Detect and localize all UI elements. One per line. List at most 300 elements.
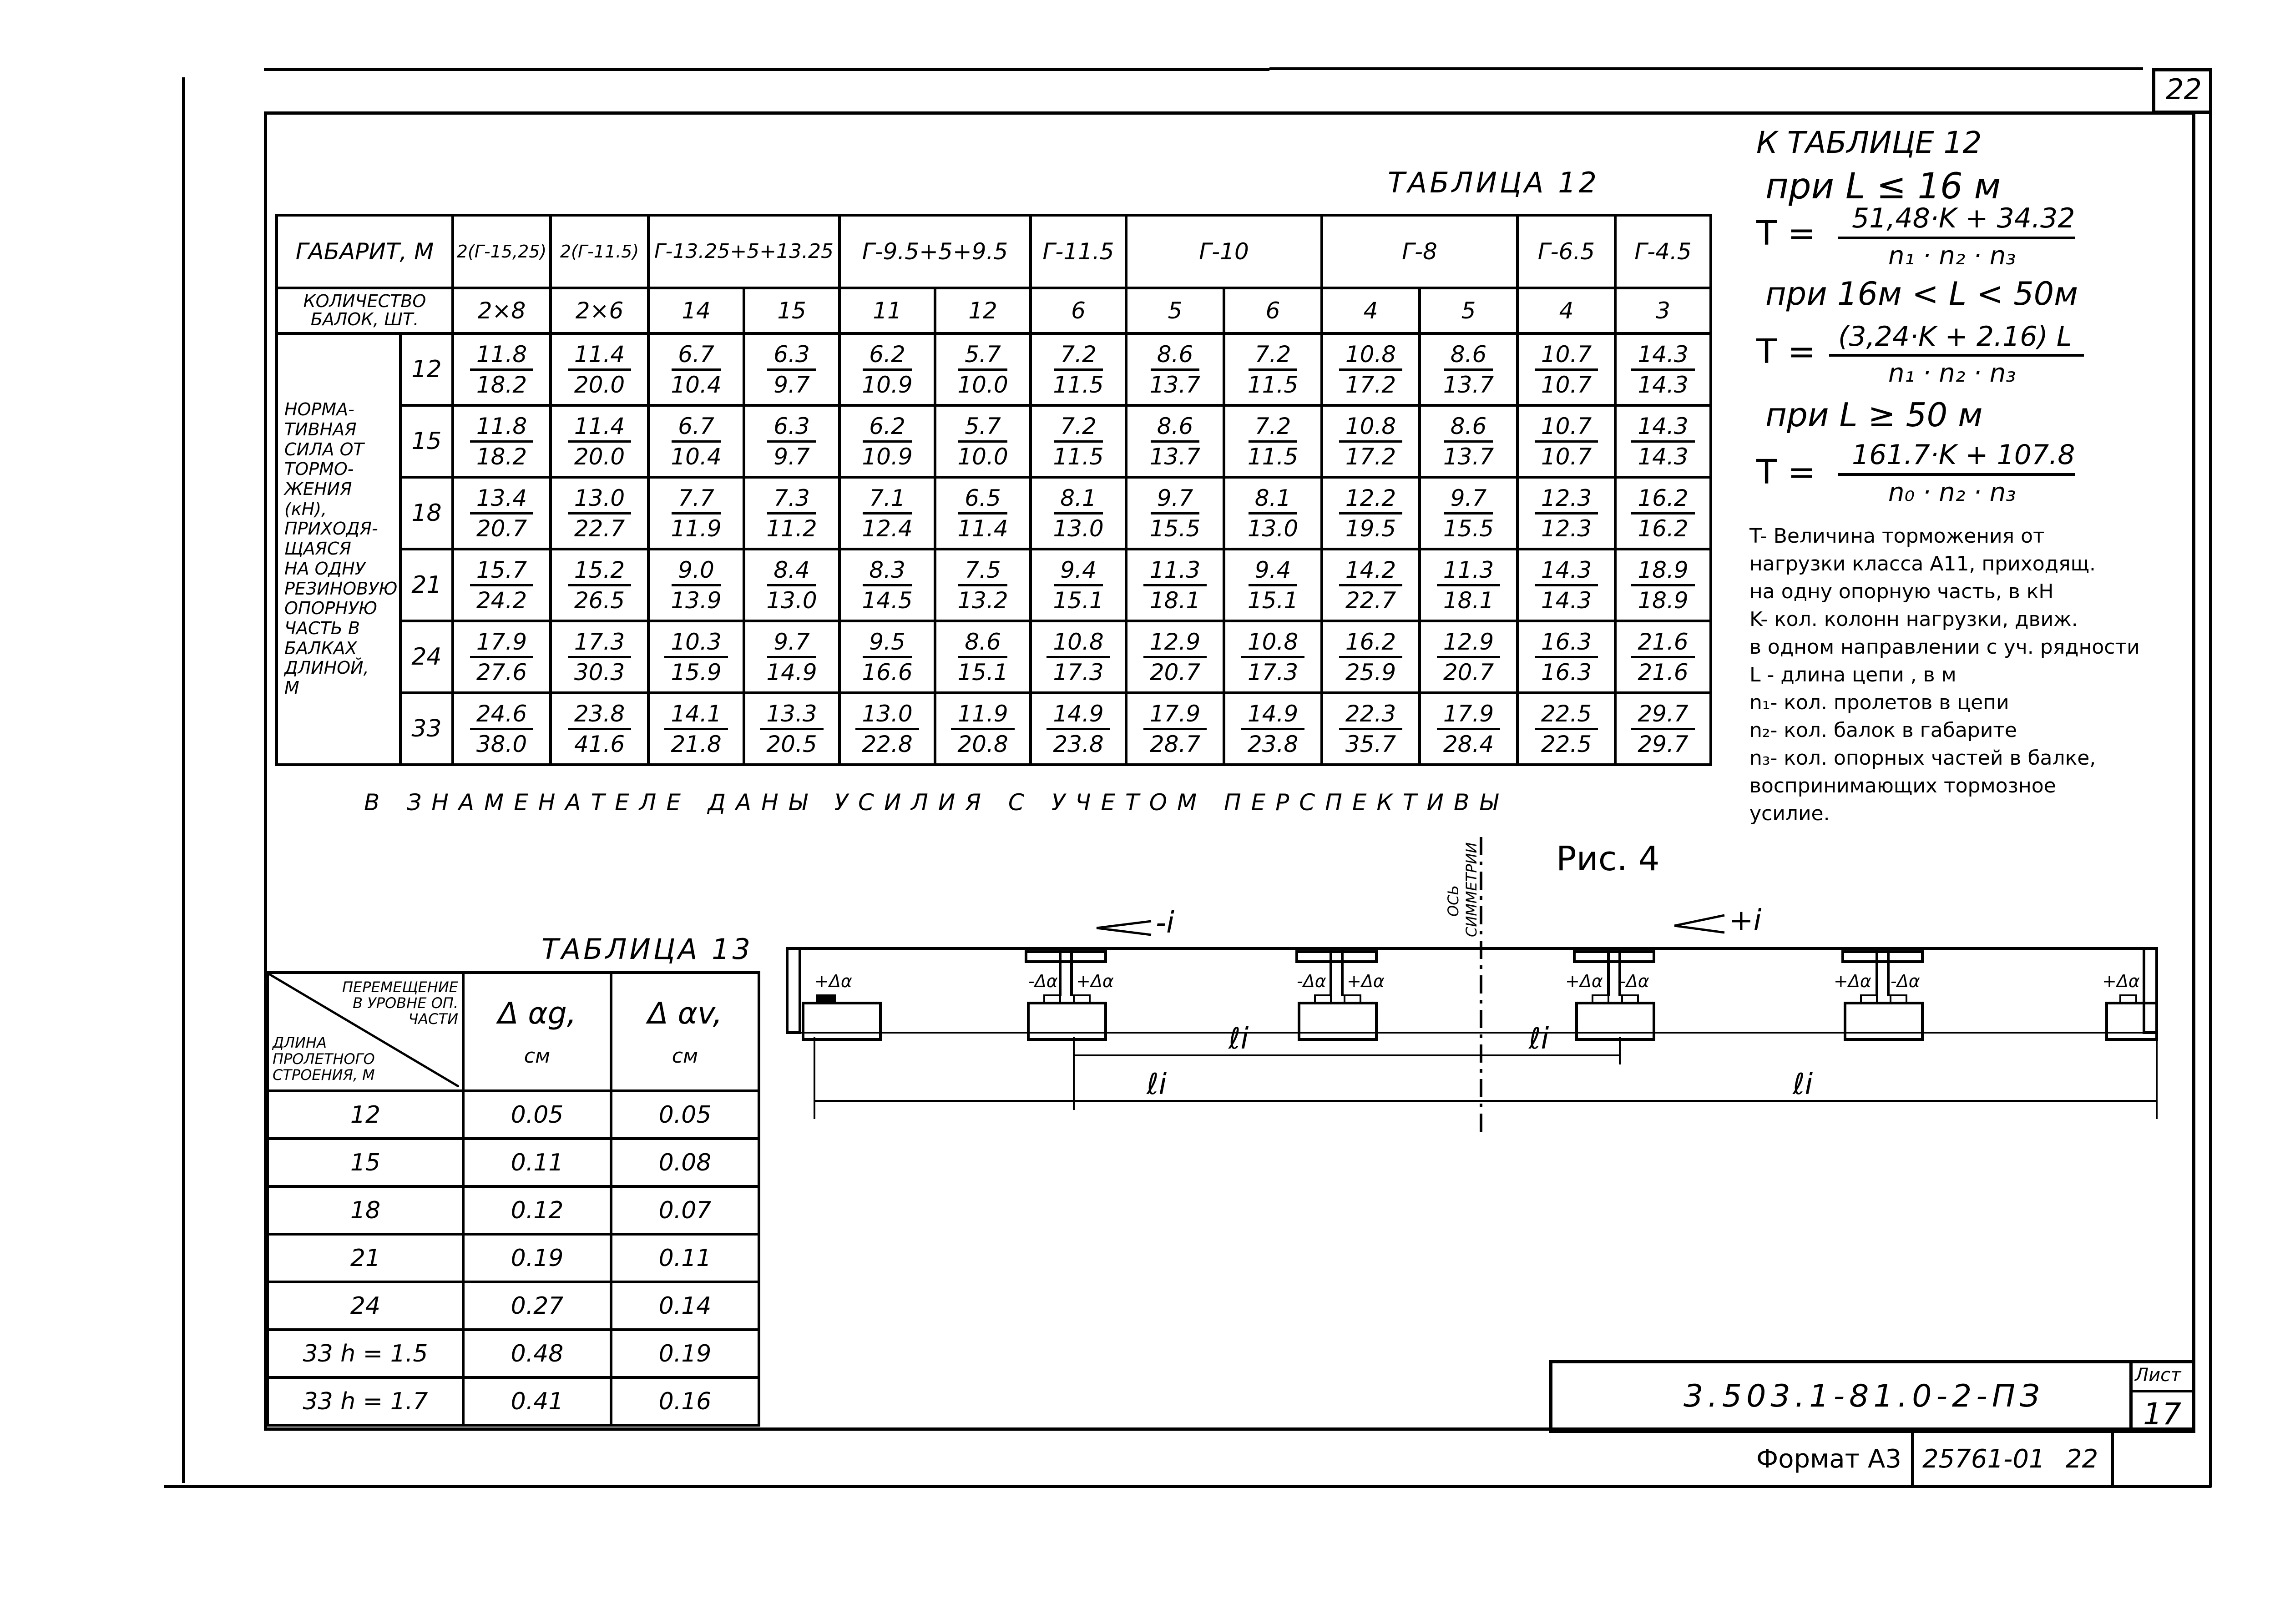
force-row (277, 333, 1711, 405)
force-row (277, 405, 1711, 477)
force-value-prospective: 25.9 (1345, 659, 1396, 686)
table13-row (268, 1186, 759, 1234)
force-value-prospective: 17.2 (1345, 371, 1396, 398)
delta-label-plus: +Δα (814, 971, 852, 991)
force-cell (453, 549, 551, 621)
side-label-line: НОРМА- (284, 399, 354, 420)
force-cell (1615, 549, 1711, 621)
displacement-cell: 0.08 (611, 1139, 759, 1186)
force-value: 16.2 (1631, 487, 1694, 514)
gabarit-cell: Г-8 (1322, 215, 1517, 288)
table13-row (268, 1282, 759, 1330)
force-value-prospective: 13.7 (1149, 443, 1201, 470)
force-value-prospective: 18.1 (1443, 587, 1494, 614)
force-value-prospective: 30.3 (574, 659, 625, 686)
force-value-prospective: 12.4 (862, 515, 913, 542)
table13-row (268, 1091, 759, 1139)
force-value-prospective: 16.3 (1541, 659, 1592, 686)
force-value-prospective: 18.2 (476, 371, 527, 398)
table12-caption: ТАБЛИЦА 12 (1388, 166, 1599, 199)
gabarit-cell: 2(Г-11.5) (551, 215, 648, 288)
force-value: 6.3 (767, 415, 816, 443)
force-value-prospective: 9.7 (774, 371, 810, 398)
force-value: 8.6 (1151, 343, 1200, 371)
beams-cell: 5 (1420, 288, 1517, 333)
beams-cell: 11 (839, 288, 935, 333)
force-cell (1517, 549, 1615, 621)
force-cell (1420, 477, 1517, 549)
force-value: 9.4 (1054, 559, 1103, 586)
force-value: 7.5 (958, 559, 1007, 586)
formula-3-numerator: 161.7·K + 107.8 (1852, 439, 2075, 471)
beams-cell: 2×6 (551, 288, 648, 333)
force-value-prospective: 14.3 (1638, 371, 1689, 398)
force-cell (1322, 405, 1420, 477)
table13-row (268, 1377, 759, 1425)
force-value: 14.9 (1241, 702, 1304, 730)
side-label-line: НА ОДНУ (284, 558, 365, 579)
delta-label-minus: -Δα (1297, 971, 1326, 991)
force-value: 17.9 (470, 630, 533, 658)
force-cell (1615, 477, 1711, 549)
force-value-prospective: 15.1 (957, 659, 1008, 686)
legend-line: n₁- кол. пролетов в цепи (1749, 691, 2009, 714)
side-label-line: М (284, 677, 299, 698)
force-value: 10.8 (1339, 415, 1402, 443)
end-wall-left (787, 948, 800, 1033)
force-cell (648, 549, 744, 621)
force-value-prospective: 26.5 (574, 587, 625, 614)
force-value-prospective: 20.7 (1149, 659, 1201, 686)
force-value-prospective: 10.0 (957, 443, 1008, 470)
bearing-blocks (817, 995, 2136, 1004)
span-length-cell: 21 (268, 1234, 463, 1282)
side-label-line: БАЛКАХ (284, 638, 357, 658)
force-cell (453, 405, 551, 477)
force-cell (648, 405, 744, 477)
force-value-prospective: 19.5 (1345, 515, 1396, 542)
force-value: 11.4 (568, 415, 631, 443)
force-cell (935, 333, 1031, 405)
force-cell (1615, 333, 1711, 405)
side-label-line: (кН), (284, 499, 327, 519)
force-value-prospective: 10.9 (862, 443, 913, 470)
force-value: 12.9 (1143, 630, 1207, 658)
force-value-prospective: 11.5 (1053, 443, 1104, 470)
table13-row (268, 1330, 759, 1377)
force-value-prospective: 21.6 (1638, 659, 1689, 686)
force-value-prospective: 20.0 (574, 371, 625, 398)
legend-line: на одну опорную часть, в кН (1749, 580, 2054, 603)
span-label: ℓi (1793, 1068, 1813, 1101)
condition-3: при L ≥ 50 м (1765, 396, 1983, 434)
force-cell (1322, 333, 1420, 405)
force-cell (935, 693, 1031, 765)
formula-2-numerator: (3,24·K + 2.16) L (1838, 321, 2072, 353)
force-value-prospective: 29.7 (1638, 731, 1689, 757)
force-cell (744, 549, 839, 621)
force-value: 11.4 (568, 343, 631, 371)
force-cell (1224, 333, 1322, 405)
gabarit-cell: Г-4.5 (1615, 215, 1711, 288)
legend-line: T- Величина торможения от (1749, 525, 2045, 548)
force-value: 6.3 (767, 343, 816, 371)
displacement-cell: 0.14 (611, 1282, 759, 1330)
force-value-prospective: 21.8 (671, 731, 722, 757)
archive-page: 22 (2066, 1444, 2098, 1474)
force-row (277, 477, 1711, 549)
force-value: 7.2 (1249, 415, 1298, 443)
span-length-cell: 18 (400, 477, 453, 549)
force-cell (551, 333, 648, 405)
dimension-lines (814, 1037, 2157, 1119)
force-value: 9.7 (767, 630, 816, 658)
force-value: 7.1 (863, 487, 912, 514)
force-value-prospective: 15.1 (1053, 587, 1104, 614)
force-value: 9.7 (1151, 487, 1200, 514)
span-length-cell: 24 (400, 621, 453, 693)
force-value-prospective: 17.3 (1247, 659, 1299, 686)
delta-label-plus: +Δα (1565, 971, 1603, 991)
delta-label-plus: +Δα (1834, 971, 1871, 991)
legend-line: в одном направлении с уч. рядности (1749, 635, 2140, 659)
force-value-prospective: 14.9 (766, 659, 817, 686)
beams-cell: 14 (648, 288, 744, 333)
force-cell (1420, 693, 1517, 765)
force-cell (551, 477, 648, 549)
force-value: 7.7 (672, 487, 721, 514)
legend-line: усилие. (1749, 802, 1830, 825)
gabarit-row (277, 215, 1711, 288)
force-cell (1615, 693, 1711, 765)
force-value-prospective: 22.5 (1541, 731, 1592, 757)
beams-cell: 2×8 (453, 288, 551, 333)
force-value-prospective: 22.8 (862, 731, 913, 757)
force-value: 7.2 (1249, 343, 1298, 371)
delta-label-plus: +Δα (1347, 971, 1385, 991)
force-value: 8.6 (1151, 415, 1200, 443)
axis-label: СИММЕТРИИ (1463, 842, 1480, 937)
force-value: 11.3 (1437, 559, 1500, 586)
displacement-cell: 0.05 (463, 1091, 611, 1139)
force-value-prospective: 24.2 (476, 587, 527, 614)
force-value: 12.9 (1437, 630, 1500, 658)
force-value: 15.7 (470, 559, 533, 586)
gabarit-cell: 2(Г-15,25) (453, 215, 551, 288)
force-value-prospective: 13.2 (957, 587, 1008, 614)
force-value-prospective: 10.9 (862, 371, 913, 398)
force-value-prospective: 22.7 (574, 515, 625, 542)
force-value: 8.3 (863, 559, 912, 586)
force-value-prospective: 10.7 (1541, 371, 1592, 398)
force-cell (551, 549, 648, 621)
force-value: 22.5 (1535, 702, 1598, 730)
table13-body (268, 1091, 759, 1425)
support-pad (1845, 1003, 1922, 1039)
force-value-prospective: 20.8 (957, 731, 1008, 757)
side-label-line: ЧАСТЬ В (284, 618, 360, 638)
format-label: Формат А3 (1756, 1444, 1901, 1474)
beams-cell: 6 (1031, 288, 1126, 333)
force-value: 9.7 (1444, 487, 1493, 514)
force-cell (839, 549, 935, 621)
force-value-prospective: 13.0 (766, 587, 817, 614)
force-cell (648, 477, 744, 549)
force-value: 14.1 (664, 702, 728, 730)
displacement-cell: 0.19 (611, 1330, 759, 1377)
table13-row (268, 1234, 759, 1282)
force-value: 10.3 (664, 630, 728, 658)
table12-note: В ЗНАМЕНАТЕЛЕ ДАНЫ УСИЛИЯ С УЧЕТОМ ПЕРСПЕКТИВЫ (364, 789, 1508, 816)
displacement-cell: 0.41 (463, 1377, 611, 1425)
force-value: 10.8 (1339, 343, 1402, 371)
span-label: ℓi (1147, 1068, 1167, 1101)
beams-cell: 4 (1517, 288, 1615, 333)
force-cell (1224, 477, 1322, 549)
force-value: 7.2 (1054, 343, 1103, 371)
force-value: 6.7 (672, 343, 721, 371)
force-value-prospective: 17.2 (1345, 443, 1396, 470)
force-value: 9.5 (863, 630, 912, 658)
span-length-cell: 21 (400, 549, 453, 621)
force-value: 10.7 (1535, 343, 1598, 371)
force-side-label (277, 333, 400, 765)
force-cell (839, 405, 935, 477)
gabarit-cell: Г-9.5+5+9.5 (839, 215, 1031, 288)
force-value-prospective: 13.9 (671, 587, 722, 614)
span-length-cell: 12 (268, 1091, 463, 1139)
end-wall-right (2144, 948, 2157, 1033)
force-value: 5.7 (958, 343, 1007, 371)
force-value: 8.1 (1249, 487, 1298, 514)
side-label-line: ТИВНАЯ (284, 419, 357, 440)
force-value: 6.2 (863, 415, 912, 443)
force-value-prospective: 17.3 (1053, 659, 1104, 686)
beams-cell: 5 (1126, 288, 1224, 333)
force-cell (648, 693, 744, 765)
force-cell (744, 405, 839, 477)
force-cell (1126, 549, 1224, 621)
force-value: 11.9 (951, 702, 1014, 730)
axis-label: ОСЬ (1445, 885, 1462, 917)
force-value: 16.2 (1339, 630, 1402, 658)
side-label-line: ЖЕНИЯ (284, 479, 352, 499)
gabarit-cell: Г-10 (1126, 215, 1322, 288)
force-value: 17.3 (568, 630, 631, 658)
force-value-prospective: 13.7 (1149, 371, 1201, 398)
support-pad (1028, 1003, 1106, 1039)
side-label-line: ТОРМО- (284, 459, 354, 479)
force-cell (1031, 405, 1126, 477)
force-cell (935, 477, 1031, 549)
force-cell (1322, 477, 1420, 549)
force-value-prospective: 11.5 (1053, 371, 1104, 398)
force-cell (453, 621, 551, 693)
span-label: ℓi (1228, 1022, 1249, 1056)
gabarit-cell: Г-13.25+5+13.25 (648, 215, 839, 288)
slope-label-right: +i (1729, 904, 1762, 938)
force-value: 11.3 (1143, 559, 1207, 586)
force-cell (1224, 693, 1322, 765)
side-label-line: ОПОРНУЮ (284, 598, 378, 619)
force-value-prospective: 20.0 (574, 443, 625, 470)
force-value-prospective: 20.5 (766, 731, 817, 757)
force-value: 12.3 (1535, 487, 1598, 514)
force-value-prospective: 27.6 (476, 659, 527, 686)
force-value-prospective: 11.5 (1247, 371, 1299, 398)
support-pad (1299, 1003, 1376, 1039)
figure-4-drawing (774, 810, 2189, 1137)
legend-line: воспринимающих тормозное (1749, 774, 2056, 797)
force-value: 22.3 (1339, 702, 1402, 730)
force-cell (744, 477, 839, 549)
force-value-prospective: 41.6 (574, 731, 625, 757)
force-cell (1420, 405, 1517, 477)
formulas-heading: К ТАБЛИЦЕ 12 (1756, 125, 1982, 160)
force-value-prospective: 28.7 (1149, 731, 1201, 757)
force-value: 6.5 (958, 487, 1007, 514)
force-value-prospective: 14.3 (1638, 443, 1689, 470)
force-value-prospective: 23.8 (1247, 731, 1299, 757)
force-value: 14.3 (1631, 415, 1694, 443)
force-value: 13.4 (470, 487, 533, 514)
force-cell (551, 621, 648, 693)
force-cell (1517, 477, 1615, 549)
force-value-prospective: 18.2 (476, 443, 527, 470)
legend-line: n₃- кол. опорных частей в балке, (1749, 746, 2096, 770)
force-cell (1420, 621, 1517, 693)
force-cell (839, 621, 935, 693)
force-value-prospective: 13.7 (1443, 443, 1494, 470)
span-length-cell: 33 h = 1.7 (268, 1377, 463, 1425)
beams-row (277, 288, 1711, 333)
force-cell (839, 333, 935, 405)
table13-row (268, 1139, 759, 1186)
slope-label-left: -i (1156, 906, 1174, 940)
force-cell (453, 693, 551, 765)
formula-1-numerator: 51,48·K + 34.32 (1852, 202, 2075, 234)
side-label-line: ДЛИНОЙ, (284, 658, 369, 678)
force-value: 14.9 (1046, 702, 1110, 730)
force-value-prospective: 22.7 (1345, 587, 1396, 614)
formula-legend (1749, 522, 2186, 827)
force-cell (1517, 333, 1615, 405)
legend-line: n₂- кол. балок в габарите (1749, 719, 2017, 742)
table-13 (266, 971, 760, 1427)
force-value-prospective: 10.4 (671, 443, 722, 470)
displacement-cell: 0.05 (611, 1091, 759, 1139)
force-value: 15.2 (568, 559, 631, 586)
force-cell (1420, 333, 1517, 405)
force-cell (1322, 693, 1420, 765)
force-cell (1031, 477, 1126, 549)
force-value: 14.3 (1535, 559, 1598, 586)
force-value-prospective: 13.7 (1443, 371, 1494, 398)
force-value: 13.3 (760, 702, 823, 730)
span-length-cell: 18 (268, 1186, 463, 1234)
sheet-number: 17 (2143, 1397, 2181, 1432)
force-cell (1224, 405, 1322, 477)
displacement-cell: 0.27 (463, 1282, 611, 1330)
gabarit-cell: Г-6.5 (1517, 215, 1615, 288)
force-value-prospective: 13.0 (1247, 515, 1299, 542)
displacement-cell: 0.12 (463, 1186, 611, 1234)
force-value-prospective: 15.1 (1247, 587, 1299, 614)
force-cell (1224, 621, 1322, 693)
force-cell (1517, 405, 1615, 477)
force-cell (839, 693, 935, 765)
force-cell (1126, 333, 1224, 405)
t-symbol-3: T = (1756, 453, 1816, 492)
beams-cell: 15 (744, 288, 839, 333)
side-label-line: РЕЗИНОВУЮ (284, 578, 398, 599)
beams-cell: 3 (1615, 288, 1711, 333)
force-value: 23.8 (568, 702, 631, 730)
legend-line: нагрузки класса А11, приходящ. (1749, 552, 2096, 575)
force-value: 16.3 (1535, 630, 1598, 658)
displacement-cell: 0.19 (463, 1234, 611, 1282)
force-row (277, 693, 1711, 765)
displacement-cell: 0.07 (611, 1186, 759, 1234)
force-value: 8.1 (1054, 487, 1103, 514)
force-cell (453, 333, 551, 405)
span-label: ℓi (1529, 1022, 1549, 1056)
force-value: 11.8 (470, 415, 533, 443)
gabarit-cell: Г-11.5 (1031, 215, 1126, 288)
side-label-line: ЩАЯСЯ (284, 539, 351, 559)
span-length-cell: 24 (268, 1282, 463, 1330)
force-cell (1031, 333, 1126, 405)
force-value: 5.7 (958, 415, 1007, 443)
force-value-prospective: 15.5 (1443, 515, 1494, 542)
force-value-prospective: 20.7 (1443, 659, 1494, 686)
force-value: 17.9 (1437, 702, 1500, 730)
force-value: 7.2 (1054, 415, 1103, 443)
displacement-cell: 0.16 (611, 1377, 759, 1425)
formula-2-denominator: n₁ · n₂ · n₃ (1888, 358, 2016, 388)
force-cell (1322, 621, 1420, 693)
force-value: 8.6 (958, 630, 1007, 658)
force-cell (648, 333, 744, 405)
force-value-prospective: 16.2 (1638, 515, 1689, 542)
force-cell (1615, 621, 1711, 693)
force-value: 8.4 (767, 559, 816, 586)
force-cell (1322, 549, 1420, 621)
force-cell (551, 405, 648, 477)
sheet-label: Лист (2135, 1365, 2181, 1386)
force-value-prospective: 11.5 (1247, 443, 1299, 470)
displacement-cell: 0.11 (611, 1234, 759, 1282)
force-value-prospective: 20.7 (476, 515, 527, 542)
displacement-cell: 0.11 (463, 1139, 611, 1186)
corner-bottom-label: ДЛИНА ПРОЛЕТНОГО СТРОЕНИЯ, М (273, 1034, 375, 1084)
force-value: 9.0 (672, 559, 721, 586)
force-cell (551, 693, 648, 765)
force-value-prospective: 38.0 (476, 731, 527, 757)
table-12 (275, 214, 1712, 766)
col-header-dag: Δ αg, см (463, 973, 611, 1091)
force-value-prospective: 18.1 (1149, 587, 1201, 614)
displacement-cell: 0.48 (463, 1330, 611, 1377)
force-value: 29.7 (1631, 702, 1694, 730)
beams-cell: 4 (1322, 288, 1420, 333)
side-label-line: ПРИХОДЯ- (284, 519, 378, 539)
force-value-prospective: 9.7 (774, 443, 810, 470)
force-cell (1420, 549, 1517, 621)
force-value: 7.3 (767, 487, 816, 514)
col-header-dav: Δ αv, см (611, 973, 759, 1091)
span-length-cell: 15 (268, 1139, 463, 1186)
